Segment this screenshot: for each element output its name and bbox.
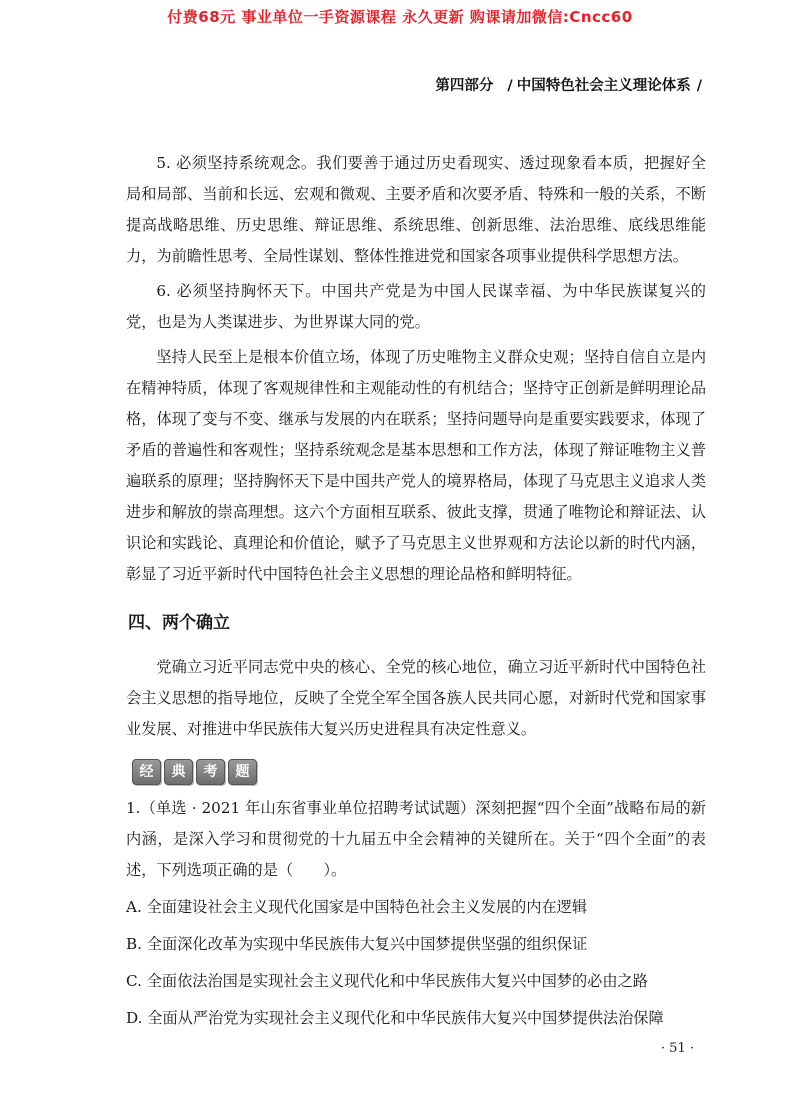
part-label: 第四部分: [435, 78, 494, 94]
header-separator: /: [507, 78, 513, 94]
running-header: [435, 74, 702, 95]
header-separator-end: /: [696, 78, 702, 94]
question-stem: 1.（单选 · 2021 年山东省事业单位招聘考试试题）深刻把握“四个全面”战略布局的新内涵，是深入学习和贯彻党的十九届五中全会精神的关键所在。关于“四个全面”的表述，下列选项正确的是（ ）。: [126, 799, 706, 879]
option-b: B. 全面深化改革为实现中华民族伟大复兴中国梦提供坚强的组织保证: [126, 935, 588, 953]
option-d: D. 全面从严治党为实现社会主义现代化和中华民族伟大复兴中国梦提供法治保障: [126, 1009, 664, 1027]
paragraph-point-6: 6. 必须坚持胸怀天下。中国共产党是为中国人民谋幸福、为中华民族谋复兴的党，也是为人类谋进步、为世界谋大同的党。: [126, 282, 706, 331]
badge-char: 题: [228, 759, 257, 785]
badge-char: 经: [132, 759, 161, 785]
paragraph-summary: 坚持人民至上是根本价值立场，体现了历史唯物主义群众史观；坚持自信自立是内在精神特质，体现了客观规律性和主观能动性的有机结合；坚持守正创新是鲜明理论品格，体现了变与不变、继承与发展的内在联系；坚持问题导向是重要实践要求，体现了矛盾的普遍性和客观性；坚持系统观念是基本思想和工作方法，体现了辩证唯物主义普遍联系的原理；坚持胸怀天下是中国共产党人的境界格局，体现了马克思主义追求人类进步和解放的崇高理想。这六个方面相互联系、彼此支撑，贯通了唯物论和辩证法、认识论和实践论、真理论和价值论，赋予了马克思主义世界观和方法论以新的时代内涵，彰显了习近平新时代中国特色社会主义思想的理论品格和鲜明特征。: [126, 348, 706, 583]
chapter-title: 中国特色社会主义理论体系: [516, 78, 691, 94]
paragraph-point-5: 5. 必须坚持系统观念。我们要善于通过历史看现实、透过现象看本质，把握好全局和局部、当前和长远、宏观和微观、主要矛盾和次要矛盾、特殊和一般的关系，不断提高战略思维、历史思维、辩证思维、系统思维、创新思维、法治思维、底线思维能力，为前瞻性思考、全局性谋划、整体性推进党和国家各项事业提供科学思想方法。: [126, 154, 706, 265]
section-body: 党确立习近平同志党中央的核心、全党的核心地位，确立习近平新时代中国特色社会主义思想的指导地位，反映了全党全军全国各族人民共同心愿，对新时代党和国家事业发展、对推进中华民族伟大复兴历史进程具有决定性意义。: [126, 658, 706, 738]
option-c: C. 全面依法治国是实现社会主义现代化和中华民族伟大复兴中国梦的必由之路: [126, 972, 648, 990]
badge-char: 典: [164, 759, 193, 785]
classic-questions-badge: [132, 759, 706, 785]
section-heading: 四、两个确立: [128, 613, 230, 633]
page-body: [126, 148, 706, 1034]
page-number: · 51 ·: [660, 1041, 694, 1056]
watermark-banner: 付费68元 事业单位一手资源课程 永久更新 购课请加微信:Cncc60: [167, 8, 633, 26]
option-a: A. 全面建设社会主义现代化国家是中国特色社会主义发展的内在逻辑: [126, 898, 588, 916]
badge-char: 考: [196, 759, 225, 785]
